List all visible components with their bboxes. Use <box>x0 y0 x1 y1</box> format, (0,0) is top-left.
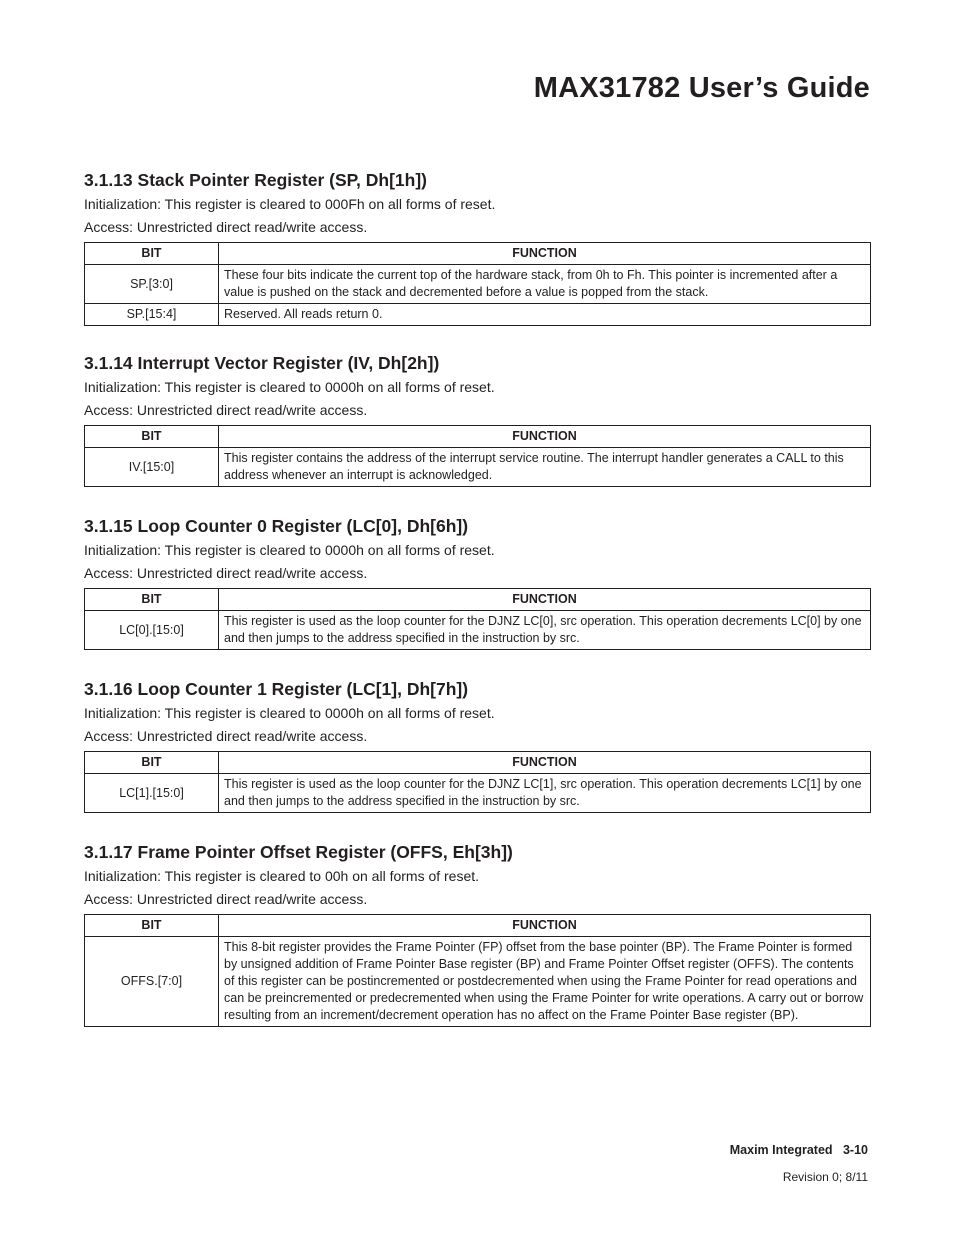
footer-revision: Revision 0; 8/11 <box>782 1170 868 1184</box>
section-heading: 3.1.15 Loop Counter 0 Register (LC[0], Dh[6h]) <box>84 516 469 536</box>
function-cell: These four bits indicate the current top of the hardware stack, from 0h to Fh. This pointer is incremented after a value is pushed on the stack and decremented before a value is popped from the stack. <box>219 265 871 304</box>
section-interrupt-vector <box>84 352 871 487</box>
section-heading: 3.1.16 Loop Counter 1 Register (LC[1], Dh[7h]) <box>84 679 469 699</box>
bit-cell: LC[0].[15:0] <box>85 611 219 650</box>
bit-cell: SP.[15:4] <box>85 304 219 326</box>
function-cell: This register is used as the loop counter for the DJNZ LC[1], src operation. This operation decrements LC[1] by one and then jumps to the address specified in the instruction by src. <box>219 774 871 813</box>
section-heading: 3.1.13 Stack Pointer Register (SP, Dh[1h]) <box>84 170 427 190</box>
access-text: Access: Unrestricted direct read/write access. <box>84 402 368 418</box>
table-row <box>85 774 871 813</box>
footer-company-page: Maxim Integrated 3-10 <box>729 1143 868 1157</box>
function-column-header: FUNCTION <box>219 752 871 774</box>
function-cell: This register contains the address of the interrupt service routine. The interrupt handler generates a CALL to this address whenever an interrupt is acknowledged. <box>219 448 871 487</box>
table-row <box>85 304 871 326</box>
section-heading: 3.1.14 Interrupt Vector Register (IV, Dh[2h]) <box>84 353 440 373</box>
access-text: Access: Unrestricted direct read/write access. <box>84 728 368 744</box>
function-cell: This 8-bit register provides the Frame Pointer (FP) offset from the base pointer (BP). The Frame Pointer is formed by unsigned addition of Frame Pointer Base register (BP) and Frame Pointer Offset register (OFFS). The contents of this register can be postincremented or postdecremented when using the Frame Pointer for read operations and can be preincremented or predecremented when using the Frame Pointer for write operations. A carry out or borrow resulting from an increment/decrement operation has no affect on the Frame Pointer Base register (BP). <box>219 937 871 1027</box>
initialization-text: Initialization: This register is cleared to 0000h on all forms of reset. <box>84 705 495 721</box>
access-text: Access: Unrestricted direct read/write access. <box>84 219 368 235</box>
initialization-text: Initialization: This register is cleared to 0000h on all forms of reset. <box>84 542 495 558</box>
section-loop-counter-0 <box>84 515 871 650</box>
section-frame-pointer-offset <box>84 841 871 1027</box>
table-row <box>85 937 871 1027</box>
function-column-header: FUNCTION <box>219 243 871 265</box>
function-column-header: FUNCTION <box>219 915 871 937</box>
function-column-header: FUNCTION <box>219 589 871 611</box>
register-table <box>84 751 871 813</box>
initialization-text: Initialization: This register is cleared to 000Fh on all forms of reset. <box>84 196 496 212</box>
bit-column-header: BIT <box>85 915 219 937</box>
table-row <box>85 611 871 650</box>
bit-cell: OFFS.[7:0] <box>85 937 219 1027</box>
document-title: MAX31782 User’s Guide <box>533 72 870 104</box>
register-table <box>84 242 871 326</box>
register-table <box>84 588 871 650</box>
access-text: Access: Unrestricted direct read/write access. <box>84 565 368 581</box>
section-stack-pointer <box>84 169 871 326</box>
bit-cell: LC[1].[15:0] <box>85 774 219 813</box>
bit-cell: SP.[3:0] <box>85 265 219 304</box>
table-header-row <box>85 915 871 937</box>
register-table <box>84 914 871 1027</box>
table-row <box>85 265 871 304</box>
section-loop-counter-1 <box>84 678 871 813</box>
table-header-row <box>85 752 871 774</box>
table-header-row <box>85 243 871 265</box>
section-heading: 3.1.17 Frame Pointer Offset Register (OFFS, Eh[3h]) <box>84 842 513 862</box>
bit-column-header: BIT <box>85 589 219 611</box>
bit-cell: IV.[15:0] <box>85 448 219 487</box>
table-row <box>85 448 871 487</box>
bit-column-header: BIT <box>85 752 219 774</box>
page-content <box>84 169 871 1027</box>
bit-column-header: BIT <box>85 426 219 448</box>
function-cell: This register is used as the loop counter for the DJNZ LC[0], src operation. This operation decrements LC[0] by one and then jumps to the address specified in the instruction by src. <box>219 611 871 650</box>
bit-column-header: BIT <box>85 243 219 265</box>
table-header-row <box>85 426 871 448</box>
function-cell: Reserved. All reads return 0. <box>219 304 871 326</box>
table-header-row <box>85 589 871 611</box>
register-table <box>84 425 871 487</box>
function-column-header: FUNCTION <box>219 426 871 448</box>
initialization-text: Initialization: This register is cleared to 00h on all forms of reset. <box>84 868 480 884</box>
initialization-text: Initialization: This register is cleared to 0000h on all forms of reset. <box>84 379 495 395</box>
access-text: Access: Unrestricted direct read/write access. <box>84 891 368 907</box>
